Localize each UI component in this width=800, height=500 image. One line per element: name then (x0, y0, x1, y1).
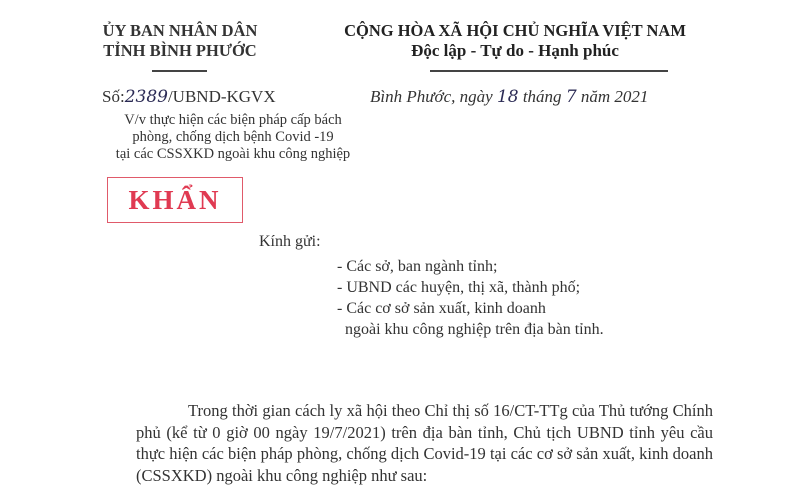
urgent-stamp-label: KHẨN (128, 184, 222, 215)
document-number (102, 87, 276, 107)
subject-line-3: tại các CSSXKD ngoài khu công nghiệp (115, 146, 351, 162)
body-text (136, 400, 713, 486)
doc-number-suffix: /UBND-KGVX (167, 87, 276, 106)
recipients-list (337, 256, 604, 340)
issuer-line-2: TỈNH BÌNH PHƯỚC (103, 41, 257, 60)
recipient-item: - Các cơ sở sản xuất, kinh doanh (337, 300, 546, 317)
month-handwritten: 7 (565, 87, 577, 107)
national-header (340, 21, 690, 61)
recipient-item: - Các sở, ban ngành tỉnh; (337, 258, 498, 275)
body-paragraph-1: Trong thời gian cách ly xã hội theo Chỉ thị số 16/CT-TTg của Thủ tướng Chính phủ (kể từ 0 giờ 00 ngày 19/7/2021) trên địa bàn tỉnh, Chủ tịch UBND tỉnh yêu cầu thực hiện các biện pháp phòng, chống dịch Covid-19 tại các cơ sở sản xuất, kinh doanh (CSSXKD) ngoài khu công nghiệp như sau: (136, 401, 713, 485)
place-label: Bình Phước, ngày (370, 87, 497, 106)
issuer-block (80, 21, 280, 61)
year-label: năm 2021 (576, 87, 649, 106)
motto: Độc lập - Tự do - Hạnh phúc (411, 41, 619, 60)
doc-number-prefix: Số: (102, 87, 125, 106)
issuer-underline (152, 70, 207, 72)
motto-underline (430, 70, 668, 72)
day-handwritten: 18 (496, 87, 519, 107)
urgent-stamp (107, 177, 243, 223)
doc-number-handwritten: 2389 (124, 87, 168, 107)
subject-block (83, 112, 383, 163)
place-and-date (370, 87, 648, 107)
recipients-label: Kính gửi: (259, 233, 321, 250)
subject-line-2: phòng, chống dịch bệnh Covid -19 (132, 129, 334, 145)
issuer-line-1: ỦY BAN NHÂN DÂN (102, 21, 258, 40)
recipient-item-continuation: ngoài khu công nghiệp trên địa bàn tỉnh. (345, 321, 604, 338)
nation-title: CỘNG HÒA XÃ HỘI CHỦ NGHĨA VIỆT NAM (344, 21, 686, 40)
month-label: tháng (518, 87, 566, 106)
recipient-item: - UBND các huyện, thị xã, thành phố; (337, 279, 581, 296)
subject-line-1: V/v thực hiện các biện pháp cấp bách (124, 112, 342, 128)
